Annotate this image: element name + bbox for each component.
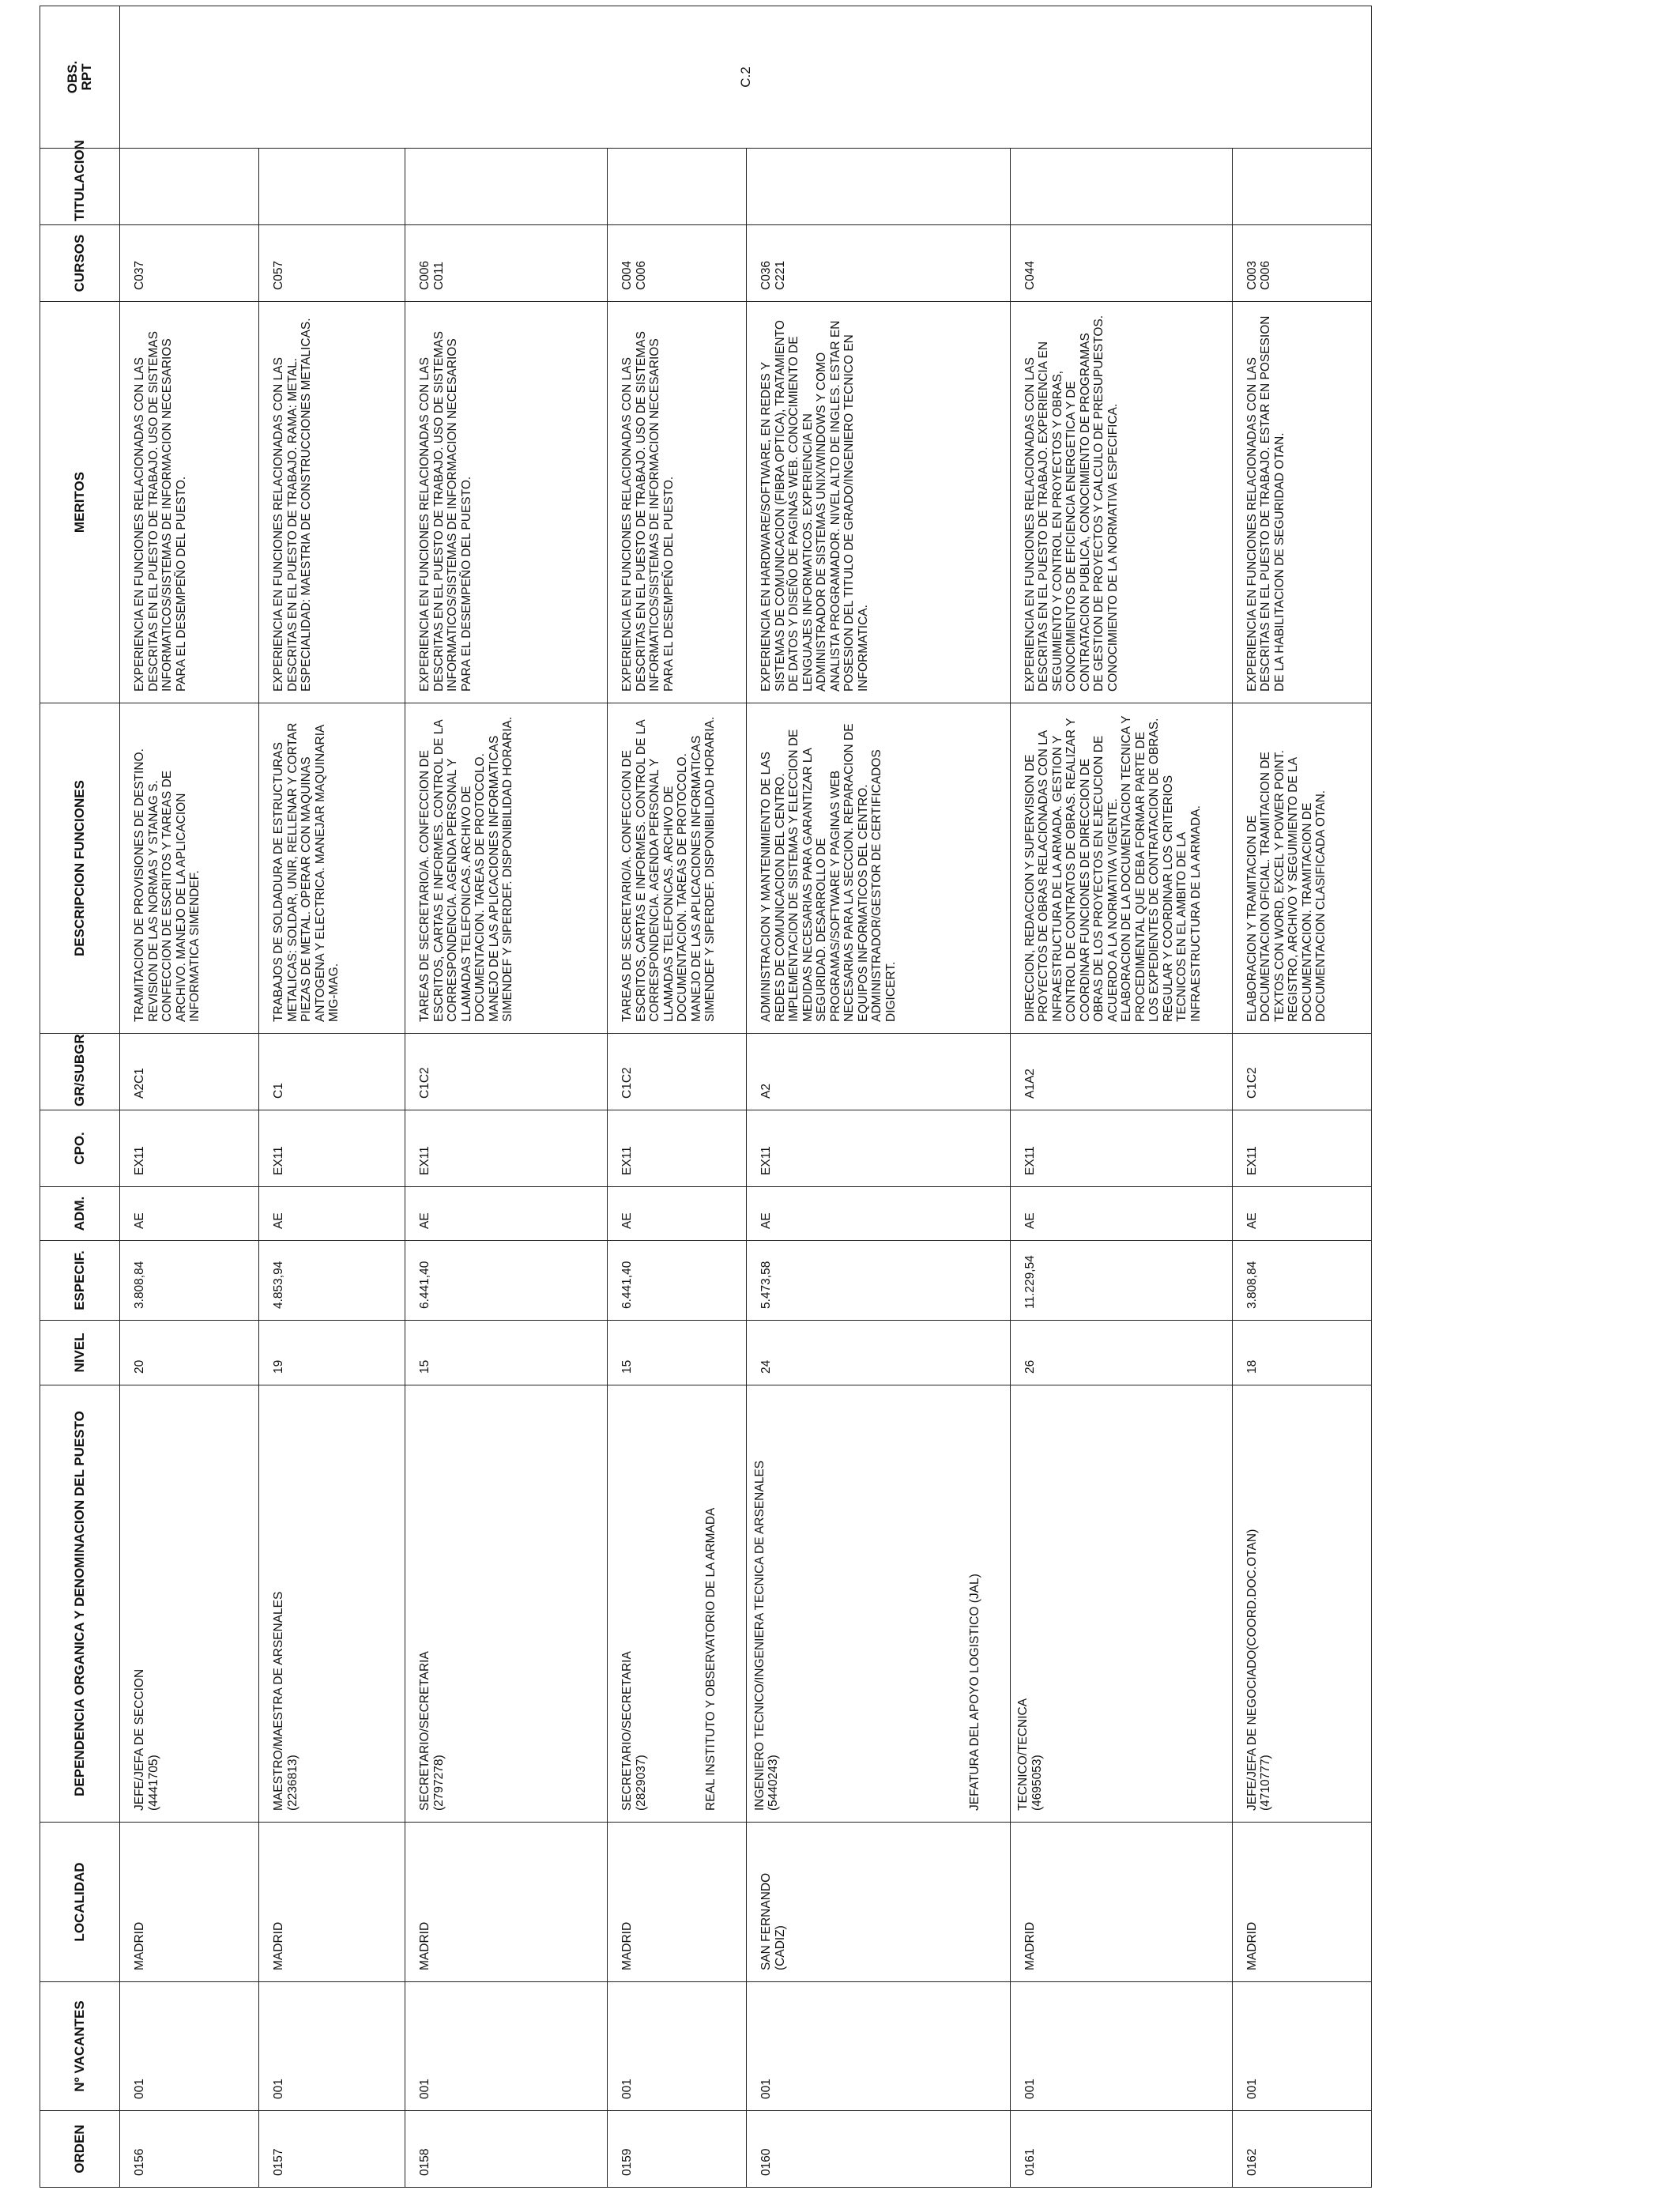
cell-adm [120, 1187, 259, 1241]
course-code: C037 [133, 260, 146, 290]
cpo-value: EX11 [620, 1146, 635, 1175]
cell-vacantes [259, 1982, 405, 2111]
cell-cpo [1232, 1110, 1371, 1187]
grupo-value: A2C1 [133, 1068, 146, 1099]
header-obs-line1: OBS. [65, 60, 81, 94]
cell-vacantes [120, 1982, 259, 2111]
meritos-text: EXPERIENCIA EN FUNCIONES RELACIONADAS CON LAS DESCRITAS EN EL PUESTO DE TRABAJO. USO DE SISTEMAS INFORMATICOS/SISTEMAS DE INFORMACION NECESARIOS PARA EL DESEMPEÑO DEL PUESTO. [133, 331, 188, 692]
header-titulacion: TITULACION [40, 149, 120, 225]
cell-nivel [1232, 1321, 1371, 1385]
grupo-value: C1 [272, 1083, 286, 1099]
adm-value: AE [1023, 1212, 1037, 1229]
vacantes-value: 001 [1245, 2079, 1259, 2099]
table-row [259, 6, 405, 2188]
vacantes-value: 001 [272, 2079, 286, 2099]
orden-value: 0162 [1245, 2148, 1259, 2176]
cell-localidad [747, 1823, 1010, 1982]
cell-especif [259, 1241, 405, 1321]
course-code: C036 [759, 260, 774, 290]
descripcion-text: ADMINISTRACION Y MANTENIMIENTO DE LAS REDES DE COMUNICACION DEL CENTRO. IMPLEMENTACION DE SISTEMAS Y ELECCION DE MEDIDAS NECESARIAS PARA GARANTIZAR LA SEGURIDAD. DESARROLLO DE PROGRAMAS/SOFTWARE Y PAGINAS WEB NECESARIAS PARA LA SECCION. REPARACION DE EQUIPOS INFORMATICOS DEL CENTRO. ADMINISTRADOR/GESTOR DE CERTIFICADOS DIGICERT. [759, 723, 898, 1022]
adm-value: AE [272, 1212, 286, 1229]
especif-value: 5.473,58 [759, 1261, 774, 1309]
post-name: SECRETARIO/SECRETARIA [620, 1651, 635, 1811]
adm-value: AE [133, 1212, 146, 1229]
cell-orden [608, 2111, 747, 2188]
localidad-value: MADRID [133, 1921, 146, 1970]
course-code: C006 [634, 260, 648, 290]
orden-value: 0157 [272, 2148, 286, 2176]
meritos-text: EXPERIENCIA EN FUNCIONES RELACIONADAS CON LAS DESCRITAS EN EL PUESTO DE TRABAJO. ESTAR EN POSESION DE LA HABILITACION DE SEGURIDAD OTAN. [1245, 315, 1286, 692]
cpo-value: EX11 [1245, 1146, 1259, 1175]
cell-cpo [1010, 1110, 1232, 1187]
cell-grupo [747, 1034, 1010, 1110]
cell-especif [1010, 1241, 1232, 1321]
cell-adm [1232, 1187, 1371, 1241]
course-code: C004 [620, 260, 635, 290]
meritos-text: EXPERIENCIA EN HARDWARE/SOFTWARE, EN REDES Y SISTEMAS DE COMUNICACION (FIBRA OPTICA), TRATAMIENTO DE DATOS Y DISEÑO DE PAGINAS WEB. CONOCIMIENTO DE LENGUAJES INFORMATICOS. EXPERIENCIA EN ADMINISTRADOR DE SISTEMAS UNIX/WINDOWS Y COMO ANALISTA PROGRAMADOR. NIVEL ALTO DE INGLES. ESTAR EN POSESION DEL TITULO DE GRADO/INGENIERO TECNICO EN INFORMATICA. [759, 320, 870, 692]
cell-especif [608, 1241, 747, 1321]
cell-meritos [747, 302, 1010, 703]
especif-value: 11.229,54 [1023, 1255, 1037, 1309]
especif-value: 3.808,84 [1245, 1261, 1259, 1309]
cell-descripcion [747, 703, 1010, 1034]
cell-meritos [608, 302, 747, 703]
cell-adm [608, 1187, 747, 1241]
header-obs-rpt [40, 6, 120, 149]
descripcion-text: ELABORACION Y TRAMITACION DE DOCUMENTACION OFICIAL. TRAMITACION DE TEXTOS CON WORD, EXCEL Y POWER POINT. REGISTRO, ARCHIVO Y SEGUIMIENTO DE LA DOCUMENTACION. TRAMITACION DE DOCUMENTACION CLASIFICADA OTAN. [1245, 750, 1328, 1022]
cell-localidad [405, 1823, 608, 1982]
cell-cpo [120, 1110, 259, 1187]
cell-meritos [1010, 302, 1232, 703]
cell-cpo [608, 1110, 747, 1187]
cpo-value: EX11 [133, 1146, 146, 1175]
grupo-value: A2 [759, 1084, 774, 1099]
cell-orden [405, 2111, 608, 2188]
cell-dependencia [1232, 1385, 1371, 1823]
adm-value: AE [1245, 1212, 1259, 1229]
post-code: (2236813) [285, 1755, 299, 1811]
cell-grupo [120, 1034, 259, 1110]
course-code: C011 [431, 262, 446, 290]
cell-localidad [120, 1823, 259, 1982]
cell-nivel [1010, 1321, 1232, 1385]
cell-especif [120, 1241, 259, 1321]
cell-especif [1232, 1241, 1371, 1321]
cell-vacantes [1010, 1982, 1232, 2111]
cell-meritos [1232, 302, 1371, 703]
cell-localidad [1010, 1823, 1232, 1982]
adm-value: AE [759, 1212, 774, 1229]
especif-value: 3.808,84 [133, 1261, 146, 1309]
nivel-value: 15 [418, 1359, 432, 1374]
post-name: JEFE/JEFA DE SECCION [133, 1668, 146, 1811]
header-localidad: LOCALIDAD [40, 1823, 120, 1982]
header-obs-line2: RPT [79, 63, 94, 91]
cell-dependencia [120, 1385, 259, 1823]
header-vacantes: Nº VACANTES [40, 1982, 120, 2111]
course-code: C003 [1245, 260, 1259, 290]
table-body [120, 6, 1372, 2188]
localidad-value: SAN FERNANDO (CADIZ) [759, 1872, 787, 1970]
cell-titulacion [1232, 149, 1371, 225]
grupo-value: C1C2 [620, 1067, 635, 1099]
cell-cursos [405, 225, 608, 302]
cpo-value: EX11 [759, 1146, 774, 1175]
localidad-value: MADRID [1023, 1921, 1037, 1970]
post-name: TECNICO/TECNICA [1016, 1698, 1030, 1811]
table-row [405, 6, 608, 2188]
descripcion-text: DIRECCION, REDACCION Y SUPERVISION DE PROYECTOS DE OBRAS RELACIONADAS CON LA INFRAESTRUCTURA DE LA ARMADA. GESTION Y CONTROL DE CONTRATOS DE OBRAS. REALIZAR Y COORDINAR FUNCIONES DE DIRECCION DE OBRAS DE LOS PROYECTOS EN EJECUCION DE ACUERDO A LA NORMATIVA VIGENTE. ELABORACION DE LA DOCUMENTACION TECNICA Y PROCEDIMENTAL QUE DEBA FORMAR PARTE DE LOS EXPEDIENTES DE CONTRATACION DE OBRAS. REGULAR Y COORDINAR LOS CRITERIOS TECNICOS EN EL AMBITO DE LA INFRAESTRUCTURA DE LA ARMADA. [1023, 715, 1203, 1022]
post-name: SECRETARIO/SECRETARIA [418, 1651, 432, 1811]
descripcion-text: TRABAJOS DE SOLDADURA DE ESTRUCTURAS METALICAS: SOLDAR, UNIR, RELLENAR Y CORTAR PIEZAS DE METAL. OPERAR CON MAQUINAS ANTOGENA Y ELECTRICA. MANEJAR MAQUINARIA MIG-MAG. [272, 722, 341, 1022]
obs-rpt-value: C.2 [737, 66, 753, 88]
header-nivel: NIVEL [40, 1321, 120, 1385]
orden-value: 0160 [759, 2148, 774, 2176]
especif-value: 4.853,94 [272, 1261, 286, 1309]
post-name: MAESTRO/MAESTRA DE ARSENALES [272, 1591, 286, 1811]
table-row [608, 6, 747, 2188]
cell-nivel [120, 1321, 259, 1385]
cell-especif [405, 1241, 608, 1321]
cell-cursos [608, 225, 747, 302]
vacantes-value: 001 [620, 2079, 635, 2099]
meritos-text: EXPERIENCIA EN FUNCIONES RELACIONADAS CON LAS DESCRITAS EN EL PUESTO DE TRABAJO. RAMA: METAL. ESPECIALIDAD: MAESTRIA DE CONSTRUCCIONES METALICAS. [272, 318, 314, 692]
table-row [1010, 6, 1232, 2188]
orden-value: 0158 [418, 2148, 432, 2176]
cell-meritos [259, 302, 405, 703]
cell-titulacion [259, 149, 405, 225]
cell-dependencia [608, 1385, 747, 1823]
cell-grupo [1232, 1034, 1371, 1110]
cell-grupo [608, 1034, 747, 1110]
nivel-value: 24 [759, 1359, 774, 1374]
cell-titulacion [405, 149, 608, 225]
cell-orden [1232, 2111, 1371, 2188]
grupo-value: A1A2 [1023, 1069, 1037, 1099]
table-row [1232, 6, 1371, 2188]
orden-value: 0156 [133, 2148, 146, 2176]
cell-grupo [259, 1034, 405, 1110]
cell-localidad [259, 1823, 405, 1982]
cell-localidad [1232, 1823, 1371, 1982]
meritos-text: EXPERIENCIA EN FUNCIONES RELACIONADAS CON LAS DESCRITAS EN EL PUESTO DE TRABAJO. EXPERIENCIA EN SEGUIMIENTO Y CONTROL EN PROYECTOS Y OBRAS, CONOCIMIENTOS DE EFICIENCIA ENERGETICA Y DE CONTRATACION PUBLICA, CONOCIMIENTO DE PROGRAMAS DE GESTION DE PROYECTOS Y CALCULO DE PRESUPUESTOS. CONOCIMIENTO DE LA NORMATIVA ESPECIFICA. [1023, 315, 1120, 692]
especif-value: 6.441,40 [418, 1261, 432, 1309]
table-row [747, 6, 1010, 2188]
post-code: (4441705) [146, 1755, 160, 1811]
cell-cursos [1232, 225, 1371, 302]
cell-adm [1010, 1187, 1232, 1241]
cell-cpo [259, 1110, 405, 1187]
cell-orden [120, 2111, 259, 2188]
cell-dependencia [967, 1385, 1232, 1823]
cell-titulacion [747, 149, 1010, 225]
cell-descripcion [405, 703, 608, 1034]
vacantes-value: 001 [1023, 2079, 1037, 2099]
cell-localidad [608, 1823, 747, 1982]
grupo-value: C1C2 [418, 1067, 432, 1099]
cell-vacantes [608, 1982, 747, 2111]
course-code: C221 [773, 260, 787, 290]
vacantes-value: 001 [133, 2079, 146, 2099]
nivel-value: 26 [1023, 1359, 1037, 1374]
meritos-text: EXPERIENCIA EN FUNCIONES RELACIONADAS CON LAS DESCRITAS EN EL PUESTO DE TRABAJO. USO DE SISTEMAS INFORMATICOS/SISTEMAS DE INFORMACION NECESARIOS PARA EL DESEMPEÑO DEL PUESTO. [620, 331, 676, 692]
header-especif: ESPECIF. [40, 1241, 120, 1321]
orden-value: 0159 [620, 2148, 635, 2176]
post-code: (5440243) [767, 1755, 781, 1811]
course-code: C044 [1023, 260, 1037, 290]
header-grsubgr: GR/SUBGR [40, 1034, 120, 1110]
cell-descripcion [259, 703, 405, 1034]
nivel-value: 18 [1245, 1359, 1259, 1374]
localidad-value: MADRID [272, 1921, 286, 1970]
cell-cursos [120, 225, 259, 302]
cell-adm [747, 1187, 1010, 1241]
nivel-value: 20 [133, 1359, 146, 1374]
descripcion-text: TRAMITACION DE PROVISIONES DE DESTINO. REVISION DE LAS NORMAS Y STANAG S. CONFECCION DE ESCRITOS Y TAREAS DE ARCHIVO. MANEJO DE LA APLICACION INFORMATICA SIMENDEF. [133, 748, 202, 1022]
header-adm: ADM. [40, 1187, 120, 1241]
cell-vacantes [405, 1982, 608, 2111]
cell-descripcion [1232, 703, 1371, 1034]
grupo-value: C1C2 [1245, 1067, 1259, 1099]
cell-titulacion [608, 149, 747, 225]
cell-dependencia [405, 1385, 608, 1823]
localidad-value: MADRID [620, 1921, 635, 1970]
cell-adm [405, 1187, 608, 1241]
header-meritos: MERITOS [40, 302, 120, 703]
header-cpo: CPO. [40, 1110, 120, 1187]
cell-dependencia [259, 1385, 405, 1823]
cell-cursos [259, 225, 405, 302]
course-code: C006 [1259, 260, 1273, 290]
cell-orden [747, 2111, 1010, 2188]
post-name: INGENIERO TECNICO/INGENIERA TECNICA DE ARSENALES [752, 1460, 767, 1811]
post-code: (2797278) [431, 1755, 446, 1811]
cell-nivel [608, 1321, 747, 1385]
cell-vacantes [747, 1982, 1010, 2111]
cell-adm [259, 1187, 405, 1241]
organic-dependency: REAL INSTITUTO Y OBSERVATORIO DE LA ARMADA [704, 1507, 718, 1811]
descripcion-text: TAREAS DE SECRETARIO/A. CONFECCION DE ESCRITOS, CARTAS E INFORMES. CONTROL DE LA CORRESPONDENCIA. AGENDA PERSONAL Y LLAMADAS TELEFONICAS. ARCHIVO DE DOCUMENTACION. TAREAS DE PROTOCOLO. MANEJO DE LAS APLICACIONES INFORMATICAS SIMENDEF Y SIPERDEF. DISPONIBILIDAD HORARIA. [620, 716, 718, 1022]
meritos-text: EXPERIENCIA EN FUNCIONES RELACIONADAS CON LAS DESCRITAS EN EL PUESTO DE TRABAJO. USO DE SISTEMAS INFORMATICOS/SISTEMAS DE INFORMACION NECESARIOS PARA EL DESEMPEÑO DEL PUESTO. [418, 331, 473, 692]
localidad-value: MADRID [418, 1921, 432, 1970]
table-row [120, 6, 259, 2188]
organic-dependency: JEFATURA DEL APOYO LOGISTICO (JAL) [967, 1574, 981, 1811]
nivel-value: 15 [620, 1359, 635, 1374]
cell-titulacion [1010, 149, 1232, 225]
cell-orden [259, 2111, 405, 2188]
header-dependencia: DEPENDENCIA ORGANICA Y DENOMINACION DEL PUESTO [40, 1385, 120, 1823]
post-name: JEFE/JEFA DE NEGOCIADO(COORD.DOC.OTAN) [1245, 1529, 1259, 1811]
localidad-value: MADRID [1245, 1921, 1259, 1970]
cell-meritos [120, 302, 259, 703]
cell-orden [1010, 2111, 1232, 2188]
vacantes-value: 001 [759, 2079, 774, 2099]
adm-value: AE [620, 1212, 635, 1229]
cell-grupo [1010, 1034, 1232, 1110]
header-descripcion: DESCRIPCION FUNCIONES [40, 703, 120, 1034]
cell-nivel [405, 1321, 608, 1385]
cell-meritos [405, 302, 608, 703]
header-cursos: CURSOS [40, 225, 120, 302]
descripcion-text: TAREAS DE SECRETARIO/A. CONFECCION DE ESCRITOS, CARTAS E INFORMES. CONTROL DE LA CORRESPONDENCIA. AGENDA PERSONAL Y LLAMADAS TELEFONICAS. ARCHIVO DE DOCUMENTACION. TAREAS DE PROTOCOLO. MANEJO DE LAS APLICACIONES INFORMATICAS SIMENDEF Y SIPERDEF. DISPONIBILIDAD HORARIA. [418, 716, 515, 1022]
header-row [40, 6, 120, 2188]
cell-nivel [259, 1321, 405, 1385]
cell-titulacion [120, 149, 259, 225]
cell-cpo [747, 1110, 1010, 1187]
cell-cursos [747, 225, 1010, 302]
cell-vacantes [1232, 1982, 1371, 2111]
cell-descripcion [120, 703, 259, 1034]
post-code: (4710777) [1259, 1755, 1273, 1811]
cell-cpo [405, 1110, 608, 1187]
adm-value: AE [418, 1212, 432, 1229]
header-orden: ORDEN [40, 2111, 120, 2188]
cpo-value: EX11 [272, 1146, 286, 1175]
cell-nivel [747, 1321, 1010, 1385]
especif-value: 6.441,40 [620, 1261, 635, 1309]
post-code: (2829037) [634, 1755, 648, 1811]
cell-descripcion [1010, 703, 1232, 1034]
cell-obs-rpt [120, 6, 1372, 149]
cell-grupo [405, 1034, 608, 1110]
course-code: C057 [272, 260, 286, 290]
vacancies-table [40, 6, 1372, 2188]
cpo-value: EX11 [1023, 1146, 1037, 1175]
post-code: (4695053) [1030, 1755, 1044, 1811]
cpo-value: EX11 [418, 1146, 432, 1175]
course-code: C006 [418, 260, 432, 290]
cell-descripcion [608, 703, 747, 1034]
nivel-value: 19 [272, 1359, 286, 1374]
cell-especif [747, 1241, 1010, 1321]
vacantes-value: 001 [418, 2079, 432, 2099]
orden-value: 0161 [1023, 2148, 1037, 2176]
cell-cursos [1010, 225, 1232, 302]
